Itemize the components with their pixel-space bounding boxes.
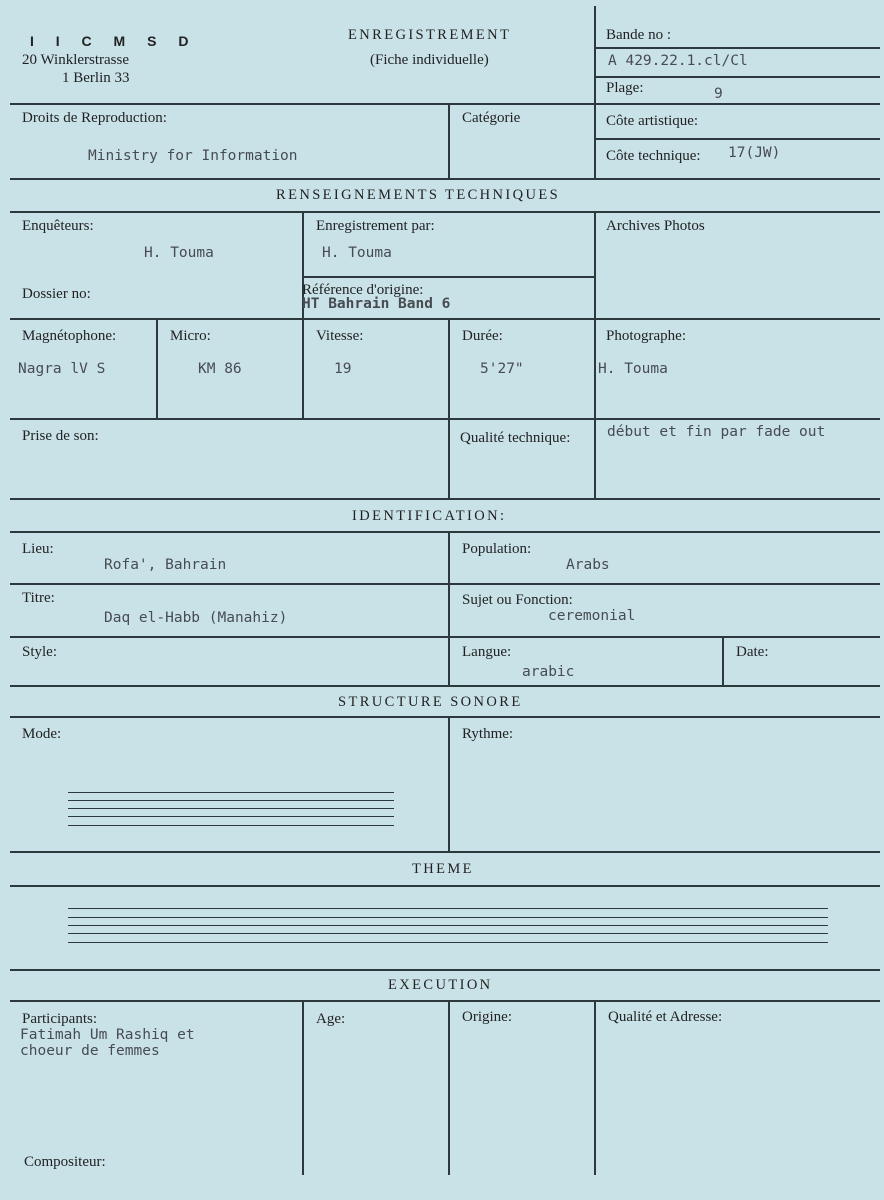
magnetophone-label: Magnétophone:	[22, 328, 117, 344]
participants-label: Participants:	[22, 1011, 97, 1027]
titre-label: Titre:	[22, 590, 55, 606]
date-label: Date:	[736, 644, 769, 660]
duree-label: Durée:	[462, 328, 503, 344]
photographe-label: Photographe:	[606, 328, 686, 344]
langue-label: Langue:	[462, 644, 512, 660]
plage-label: Plage:	[606, 80, 644, 96]
sujet-value: ceremonial	[548, 608, 636, 624]
style-label: Style:	[22, 644, 58, 660]
population-label: Population:	[462, 541, 532, 557]
theme-heading: THEME	[412, 861, 474, 877]
card-subtitle: (Fiche individuelle)	[370, 52, 489, 68]
micro-label: Micro:	[170, 328, 211, 344]
micro-value: KM 86	[198, 361, 242, 377]
address-line-1: 20 Winklerstrasse	[22, 52, 130, 68]
reference-label: Référence d'origine:	[302, 282, 424, 298]
enregistrement-par-label: Enregistrement par:	[316, 218, 435, 234]
compositeur-label: Compositeur:	[24, 1154, 106, 1170]
categorie-label: Catégorie	[462, 110, 521, 126]
vitesse-label: Vitesse:	[316, 328, 364, 344]
technical-heading: RENSEIGNEMENTS TECHNIQUES	[276, 187, 561, 203]
population-value: Arabs	[566, 557, 610, 573]
qualite-technique-value: début et fin par fade out	[607, 424, 826, 440]
droits-value: Ministry for Information	[88, 148, 298, 164]
sujet-label: Sujet ou Fonction:	[462, 592, 573, 608]
age-label: Age:	[316, 1011, 346, 1027]
cote-artistique-label: Côte artistique:	[606, 113, 699, 129]
participants-value-line1: Fatimah Um Rashiq et	[20, 1027, 195, 1043]
titre-value: Daq el-Habb (Manahiz)	[104, 610, 288, 626]
vitesse-value: 19	[334, 361, 352, 377]
cote-technique-label: Côte technique:	[606, 148, 701, 164]
duree-value: 5'27"	[480, 361, 524, 377]
card-title: ENREGISTREMENT	[348, 27, 512, 43]
address-line-2: 1 Berlin 33	[62, 70, 130, 86]
enqueteurs-label: Enquêteurs:	[22, 218, 94, 234]
droits-label: Droits de Reproduction:	[22, 110, 167, 126]
cote-technique-value: 17(JW)	[728, 145, 781, 161]
archives-photos-label: Archives Photos	[606, 218, 705, 234]
bande-label: Bande no :	[606, 27, 671, 43]
langue-value: arabic	[522, 664, 575, 680]
enqueteurs-value: H. Touma	[144, 245, 214, 261]
identification-heading: IDENTIFICATION:	[352, 508, 507, 524]
dossier-label: Dossier no:	[22, 286, 91, 302]
enregistrement-par-value: H. Touma	[322, 245, 392, 261]
prise-de-son-label: Prise de son:	[22, 428, 99, 444]
structure-heading: STRUCTURE SONORE	[338, 694, 523, 710]
lieu-label: Lieu:	[22, 541, 54, 557]
participants-value-line2: choeur de femmes	[20, 1043, 160, 1059]
photographe-value: H. Touma	[598, 361, 668, 377]
origine-label: Origine:	[462, 1009, 512, 1025]
rythme-label: Rythme:	[462, 726, 514, 742]
mode-label: Mode:	[22, 726, 62, 742]
qualite-technique-label: Qualité technique:	[460, 430, 571, 446]
bande-value: A 429.22.1.cl/Cl	[608, 53, 748, 69]
org-logo: I I C M S D	[30, 33, 198, 49]
qualite-adresse-label: Qualité et Adresse:	[608, 1009, 723, 1025]
magnetophone-value: Nagra lV S	[18, 361, 106, 377]
plage-value: 9	[714, 86, 723, 102]
reference-value: HT Bahrain Band 6	[302, 296, 451, 312]
lieu-value: Rofa', Bahrain	[104, 557, 227, 573]
execution-heading: EXECUTION	[388, 977, 493, 993]
